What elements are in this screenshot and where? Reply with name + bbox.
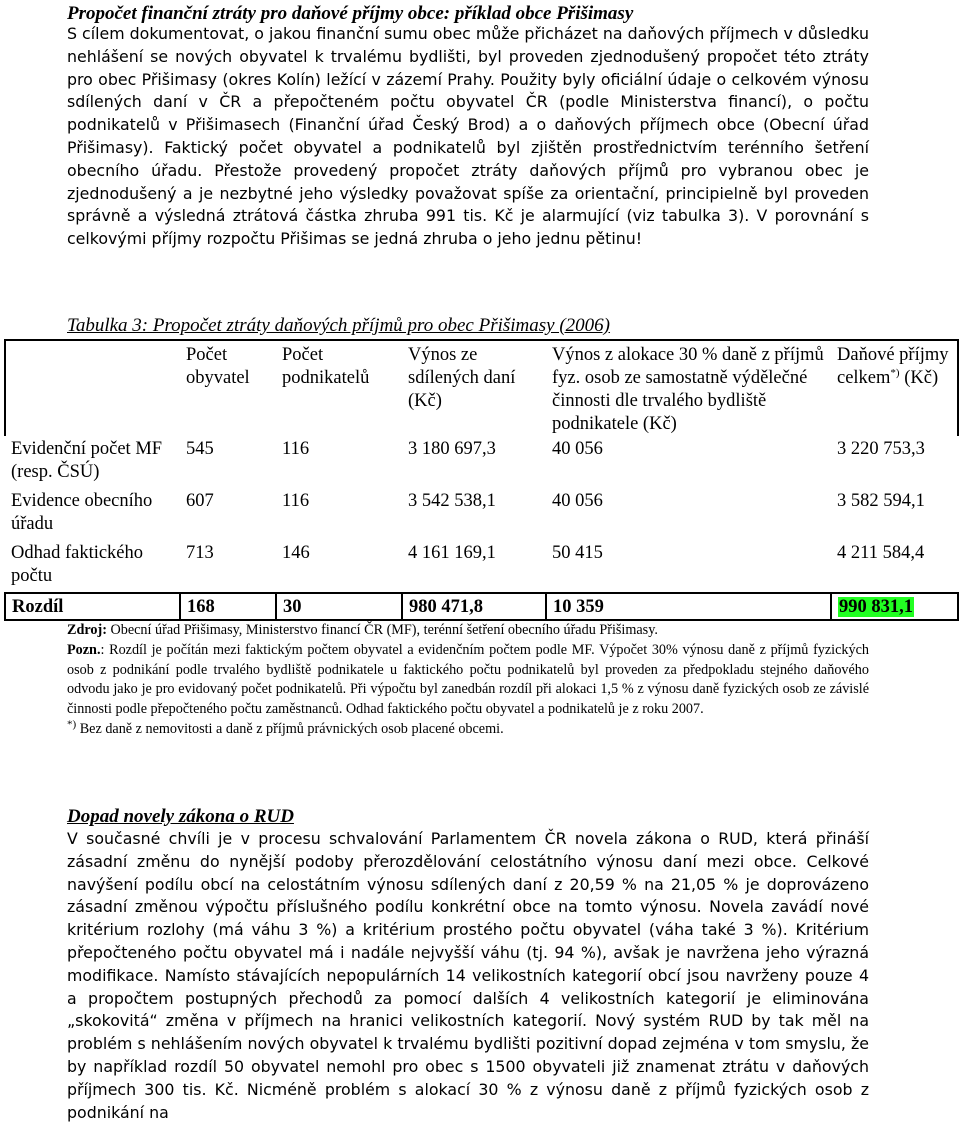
- source-text: Obecní úřad Přišimasy, Ministerstvo financí ČR (MF), terénní šetření obecního úřadu Přišimasy.: [106, 622, 658, 638]
- total-sum-highlight: 990 831,1: [839, 597, 913, 617]
- header-shared-tax: Výnos ze sdílených daní (Kč): [408, 345, 516, 411]
- row-label: Odhad faktického počtu: [11, 543, 144, 586]
- table-row: [5, 540, 958, 593]
- total-sum-cell: [831, 593, 958, 620]
- cell-population: 545: [186, 439, 214, 459]
- table-total-row: [5, 593, 958, 620]
- table-row: [5, 436, 958, 488]
- total-label: Rozdíl: [5, 593, 180, 620]
- total-allocation: 10 359: [546, 593, 831, 620]
- header-total-footnote-mark: *): [890, 366, 900, 379]
- row-label: Evidenční počet MF (resp. ČSÚ): [11, 439, 163, 482]
- cell-entrepreneurs: 116: [282, 491, 310, 511]
- cell-population: 713: [186, 543, 214, 563]
- header-population: Počet obyvatel: [186, 345, 250, 388]
- header-total: [831, 340, 958, 436]
- row-label: Evidence obecního úřadu: [11, 491, 153, 534]
- cell-total: 4 211 584,4: [837, 543, 925, 563]
- cell-allocation: 40 056: [552, 491, 603, 511]
- header-total-unit: (Kč): [904, 368, 939, 388]
- footnote-text: Bez daně z nemovitosti a daně z příjmů právnických osob placené obcemi.: [76, 720, 504, 737]
- cell-entrepreneurs: 116: [282, 439, 310, 459]
- header-empty: [5, 340, 180, 436]
- table-caption: Tabulka 3: Propočet ztráty daňových příjmů pro obec Přišimasy (2006): [67, 315, 611, 336]
- source-label: Zdroj:: [67, 622, 107, 638]
- loss-table: [4, 339, 959, 621]
- rud-paragraph: V současné chvíli je v procesu schvalování Parlamentem ČR novela zákona o RUD, která přináší zásadní změnu do nynější podoby přerozdělování celostátního výnosu daní mezi obce. Celkové navýšení podílu obcí na celostátním výnosu sdílených daní z 20,59 % na 21,05 % je doprovázeno zásadní změnou výpočtu příslušného podílu konkrétní obce na tomto výnosu. Novela zavádí nové kritérium rozlohy (má váhu 3 %) a kritérium prostého počtu obyvatel (váha také 3 %). Kritérium přepočteného počtu obyvatel má i nadále nejvyšší váhu (tj. 94 %), avšak je navržena jeho výrazná modifikace. Namísto stávajících nepopulárních 14 velikostních kategorií obcí jsou navrženy pouze 4 a propočtem postupných přechodů za pomocí dalších 4 velikostních kategorií je eliminována „skokovitá“ změna v příjmech na hranici velikostních kategorií. Nový systém RUD by tak měl na problém s nehlášením nových obyvatel k trvalému bydlišti pozitivní dopad zejména v tom smyslu, že by například rozdíl 50 obyvatel nemohl pro obec s 1500 obyvateli již znamenat ztrátu v daňových příjmech 300 tis. Kč. Nicméně problém s alokací 30 % z výnosu daně z příjmů fyzických osob z podnikání na: [67, 829, 869, 1122]
- cell-shared-tax: 4 161 169,1: [408, 543, 496, 563]
- section-title: Dopad novely zákona o RUD: [67, 806, 294, 827]
- cell-allocation: 50 415: [552, 543, 603, 563]
- table-row: [5, 488, 958, 540]
- header-total-label: Daňové příjmy celkem: [837, 345, 949, 388]
- table-header-row: [5, 340, 958, 436]
- total-entrepreneurs: 30: [276, 593, 402, 620]
- cell-allocation: 40 056: [552, 439, 603, 459]
- intro-paragraph: S cílem dokumentovat, o jakou finanční sumu obec může přicházet na daňových příjmech v důsledku nehlášení se nových obyvatel k trvalému bydlišti, byl proveden zjednodušený propočet této ztráty pro obec Přišimasy (okres Kolín) ležící v zázemí Prahy. Použity byly oficiální údaje o celkovém výnosu sdílených daní v ČR a přepočteném počtu obyvatel ČR (podle Ministerstva financí), o počtu podnikatelů v Přišimasech (Finanční úřad Český Brod) a o daňových příjmech obce (Obecní úřad Přišimasy). Faktický počet obyvatel a podnikatelů byl zjištěn prostřednictvím terénního šetření obecního úřadu. Přestože provedený propočet ztráty daňových příjmů pro vybranou obec je zjednodušený a je nezbytné jeho výsledky považovat spíše za orientační, principielně byl proveden správně a výsledná ztrátová částka zhruba 991 tis. Kč je alarmující (viz tabulka 3). V porovnání s celkovými příjmy rozpočtu Přišimas se jedná zhruba o jeho jednu pětinu!: [67, 24, 869, 249]
- section-heading: Propočet finanční ztráty pro daňové příjmy obce: příklad obce Přišimasy: [67, 3, 634, 24]
- header-entrepreneurs: Počet podnikatelů: [282, 345, 370, 388]
- header-allocation: Výnos z alokace 30 % daně z příjmů fyz. osob ze samostatně výdělečné činnosti dle trvalého bydliště podnikatele (Kč): [552, 345, 824, 434]
- cell-population: 607: [186, 491, 214, 511]
- note-text: : Rozdíl je počítán mezi faktickým počtem obyvatel a evidenčním počtem podle MF. Výpočet 30% výnosu daně z příjmů fyzických osob z podnikání podle trvalého bydliště podnikatele u faktického počtu podnikatelů byl proveden za předpokladu stejného daňového odvodu jako je pro evidovaný počet podnikatelů. Při výpočtu byl zanedbán rozdíl při alokaci 1,5 % z výnosu daně fyzických osob ze závislé činnosti podle přepočteného počtu zaměstnanců. Odhad faktického počtu obyvatel a podnikatelů je z roku 2007.: [67, 641, 869, 718]
- cell-shared-tax: 3 180 697,3: [408, 439, 496, 459]
- cell-shared-tax: 3 542 538,1: [408, 491, 496, 511]
- cell-entrepreneurs: 146: [282, 543, 310, 563]
- footnote-mark: *): [67, 718, 77, 731]
- cell-total: 3 582 594,1: [837, 491, 925, 511]
- total-population: 168: [180, 593, 276, 620]
- cell-total: 3 220 753,3: [837, 439, 925, 459]
- note-label: Pozn.: [67, 641, 101, 658]
- table-notes: [67, 621, 869, 740]
- total-shared-tax: 980 471,8: [402, 593, 546, 620]
